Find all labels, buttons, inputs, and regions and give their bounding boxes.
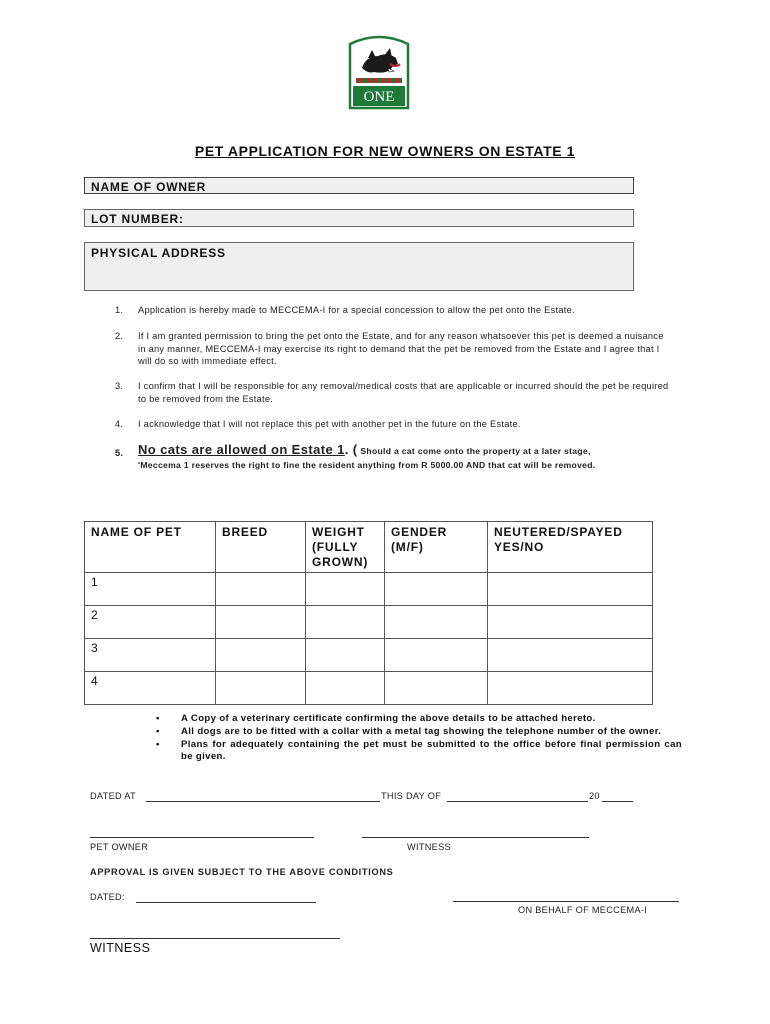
breed-cell[interactable] — [216, 672, 306, 705]
condition-text: Application is hereby made to MECCEMA-I for a special concession to allow the pet onto the Estate. — [138, 305, 575, 315]
neutered-cell[interactable] — [488, 672, 653, 705]
owner-name-label: NAME OF OWNER — [91, 180, 207, 194]
physical-address-label: PHYSICAL ADDRESS — [91, 246, 226, 260]
neutered-cell[interactable] — [488, 639, 653, 672]
second-witness-label: WITNESS — [90, 941, 151, 955]
column-header: BREED — [216, 522, 306, 573]
weight-cell[interactable] — [306, 606, 385, 639]
neutered-cell[interactable] — [488, 606, 653, 639]
owner-name-field[interactable] — [84, 177, 634, 194]
neutered-cell[interactable] — [488, 573, 653, 606]
weight-cell[interactable] — [306, 672, 385, 705]
pet-number-cell[interactable]: 2 — [85, 606, 216, 639]
pet-owner-label: PET OWNER — [90, 842, 149, 852]
weight-cell[interactable] — [306, 639, 385, 672]
dated-at-label: DATED AT — [90, 791, 136, 801]
cats-note-first: Should a cat come onto the property at a later stage, — [360, 446, 591, 456]
pet-number-cell[interactable]: 1 — [85, 573, 216, 606]
cats-note-rest: 'Meccema 1 reserves the right to fine the resident anything from R 5000.00 AND that cat will be removed. — [138, 460, 596, 470]
cats-heading: No cats are allowed on Estate 1 — [138, 442, 345, 457]
year-prefix: 20 — [589, 791, 600, 801]
column-header: WEIGHT (FULLY GROWN) — [306, 522, 385, 573]
requirements-list — [156, 713, 682, 764]
column-header: GENDER (M/F) — [385, 522, 488, 573]
pet-number-cell[interactable]: 3 — [85, 639, 216, 672]
list-item: • Plans for adequately containing the pet must be submitted to the office before final permission can be given. — [156, 739, 682, 765]
physical-address-field[interactable] — [84, 242, 634, 291]
dated-at-line[interactable] — [146, 801, 380, 802]
condition-number: 3. — [115, 381, 124, 391]
gender-cell[interactable] — [385, 672, 488, 705]
condition-number: 2. — [115, 331, 124, 341]
year-line[interactable] — [602, 801, 633, 802]
condition-text: I acknowledge that I will not replace this pet with another pet in the future on the Estate. — [138, 419, 521, 429]
list-item: • All dogs are to be fitted with a collar with a metal tag showing the telephone number of the owner. — [156, 726, 682, 739]
column-header: NEUTERED/SPAYED YES/NO — [488, 522, 653, 573]
witness-label: WITNESS — [407, 842, 451, 852]
breed-cell[interactable] — [216, 606, 306, 639]
pet-number-cell[interactable]: 4 — [85, 672, 216, 705]
second-witness-signature-line[interactable] — [90, 938, 340, 939]
shield-crest-icon — [344, 34, 414, 110]
column-header: NAME OF PET — [85, 522, 216, 573]
table-row — [85, 606, 653, 639]
list-item: • A Copy of a veterinary certificate confirming the above details to be attached hereto. — [156, 713, 682, 726]
gender-cell[interactable] — [385, 639, 488, 672]
breed-cell[interactable] — [216, 573, 306, 606]
dated-label: DATED: — [90, 892, 125, 902]
condition-number: 1. — [115, 305, 124, 315]
lot-number-label: LOT NUMBER: — [91, 212, 184, 226]
gender-cell[interactable] — [385, 606, 488, 639]
page-title: PET APPLICATION FOR NEW OWNERS ON ESTATE 1 — [194, 143, 576, 159]
breed-cell[interactable] — [216, 639, 306, 672]
approval-statement: APPROVAL IS GIVEN SUBJECT TO THE ABOVE CONDITIONS — [90, 867, 394, 877]
logo-text: ONE — [363, 89, 395, 105]
condition-number: 4. — [115, 419, 124, 429]
weight-cell[interactable] — [306, 573, 385, 606]
dated-line[interactable] — [136, 902, 316, 903]
witness-signature-line[interactable] — [362, 837, 589, 838]
estate-logo — [344, 34, 414, 110]
condition-text: I confirm that I will be responsible for any removal/medical costs that are applicable or incurred should the pet be required to be removed from the Estate. — [138, 381, 669, 404]
table-header-row — [85, 522, 653, 573]
this-day-of-label: THIS DAY OF — [381, 791, 442, 801]
pet-details-table — [84, 521, 653, 705]
cats-heading-tail: . ( — [344, 442, 358, 457]
day-line[interactable] — [447, 801, 588, 802]
gender-cell[interactable] — [385, 573, 488, 606]
lot-number-field[interactable] — [84, 209, 634, 227]
condition-number: 5. — [115, 448, 124, 458]
table-row — [85, 672, 653, 705]
table-row — [85, 639, 653, 672]
pet-owner-signature-line[interactable] — [90, 837, 314, 838]
table-row — [85, 573, 653, 606]
on-behalf-label: ON BEHALF OF MECCEMA-I — [518, 905, 648, 915]
condition-text: If I am granted permission to bring the pet onto the Estate, and for any reason whatsoever this pet is deemed a nuisance in any manner, MECCEMA-I may exercise its right to demand that the pet be removed from the Estate and I agree that I will do so with immediate effect. — [138, 331, 664, 366]
meccema-signature-line[interactable] — [453, 901, 679, 902]
